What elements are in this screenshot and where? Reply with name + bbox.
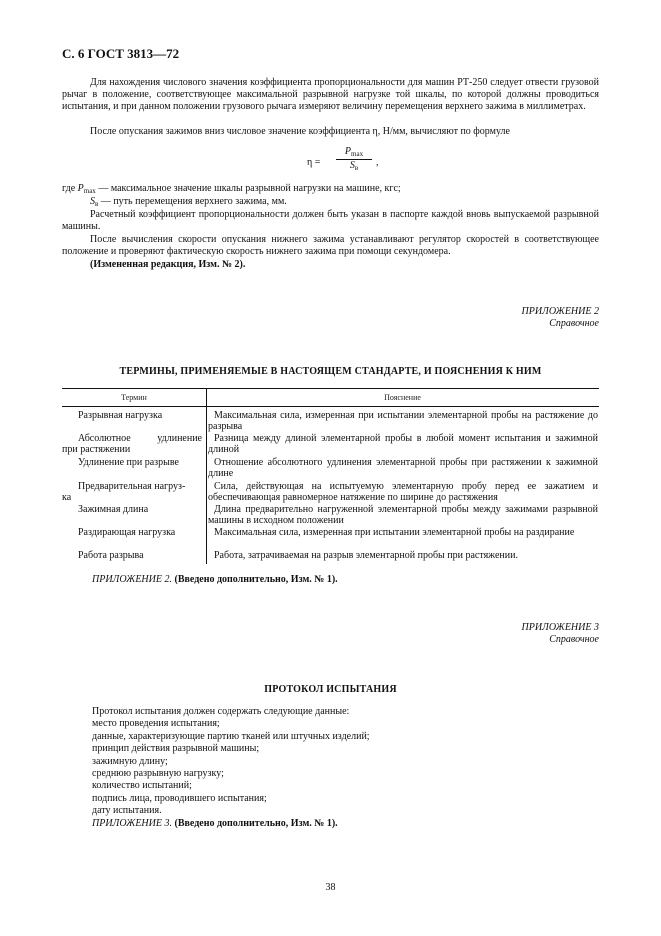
formula-fraction: [336, 146, 372, 173]
appendix-3-title: ПРИЛОЖЕНИЕ 3: [521, 622, 599, 633]
table-row-definition: Максимальная сила, измеренная при испытании элементарной пробы на раздирание: [214, 527, 575, 538]
table-header-term: Термин: [121, 393, 147, 402]
appendix-3-label: [522, 622, 600, 646]
protocol-list: [92, 706, 370, 830]
table-top-rule: [62, 388, 599, 389]
paragraph-passport: Расчетный коэффициент пропорциональности должен быть указан в паспорте каждой вновь выпускаемой разрывной машины.: [62, 209, 599, 232]
paragraph-coefficient-intro: Для нахождения числового значения коэффициента пропорциональности для машин РТ-250 следует отвести грузовой рычаг в положение, соответствующее максимальной разрывной нагрузке той шкалы, по которой должны проводиться испытания, и при данном положении грузового рычага измеряют величину перемещения верхнего зажима в миллиметрах.: [62, 77, 599, 112]
list-item: место проведения испытания;: [92, 718, 220, 730]
table-header-definition: Пояснение: [384, 393, 421, 402]
table-row-definition: Разница между длиной элементарной пробы в любой момент испытания и зажимной длиной: [208, 433, 598, 455]
table-row-definition: Сила, действующая на испытуемую элементарную пробу перед ее зажатием и обеспечивающая равномерное натяжение по ширине до растяжения: [208, 481, 598, 503]
table-row-term: Разрывная нагрузка: [78, 410, 163, 421]
table-row-term: Удлинение при разрыве: [78, 457, 179, 468]
protocol-heading: ПРОТОКОЛ ИСПЫТАНИЯ: [264, 684, 397, 695]
paragraph-speed-regulator: После вычисления скорости опускания нижнего зажима устанавливают регулятор скоростей в соответствующее положение и проверяют фактическую скорость нижнего зажима при помощи секундомера.: [62, 234, 599, 257]
list-item: зажимную длину;: [92, 755, 168, 767]
table-row-term: Предварительная нагруз- ка: [62, 481, 186, 503]
list-item: Протокол испытания должен содержать следующие данные:: [92, 706, 350, 717]
formula-lhs: η =: [307, 157, 321, 168]
list-item: среднюю разрывную нагрузку;: [92, 768, 224, 780]
terms-heading: ТЕРМИНЫ, ПРИМЕНЯЕМЫЕ В НАСТОЯЩЕМ СТАНДАРТЕ, И ПОЯСНЕНИЯ К НИМ: [119, 366, 542, 377]
table-row-definition: Отношение абсолютного удлинения элементарной пробы при растяжении к зажимной длине: [208, 457, 598, 479]
formula-numerator: $P_{max}$: [336, 146, 372, 160]
table-row-term: Работа разрыва: [78, 550, 144, 561]
appendix-2-title: ПРИЛОЖЕНИЕ 2: [521, 306, 599, 317]
page-header: С. 6 ГОСТ 3813—72: [62, 46, 180, 61]
table-row-definition: Длина предварительно нагруженной элементарной пробы между зажимами разрывной машины в исходном положении: [208, 504, 598, 526]
appendix-3-amendment: ПРИЛОЖЕНИЕ 3. (Введено дополнительно, Изм. № 1).: [92, 817, 338, 829]
table-row-definition: Работа, затрачиваемая на разрыв элементарной пробы при растяжении.: [214, 550, 518, 561]
table-row-definition: Максимальная сила, измеренная при испытании элементарной пробы на растяжение до разрыва: [208, 410, 598, 432]
list-item: данные, характеризующие партию тканей или штучных изделий;: [92, 730, 370, 742]
where-pmax: где $P_{max}$ — максимальное значение шкалы разрывной нагрузки на машине, кгс;: [62, 183, 401, 195]
where-sv: $S_в$ — путь перемещения верхнего зажима, мм.: [90, 196, 287, 208]
table-row-term: Зажимная длина: [78, 504, 149, 515]
appendix-2-amendment: ПРИЛОЖЕНИЕ 2. (Введено дополнительно, Изм. № 1).: [92, 574, 338, 585]
list-item: принцип действия разрывной машины;: [92, 743, 260, 755]
appendix-3-subtitle: Справочное: [549, 634, 599, 645]
formula-denominator: $S_в$: [349, 160, 359, 172]
list-item: дату испытания.: [92, 805, 162, 817]
table-header-rule: [62, 406, 599, 407]
formula-eta: [300, 146, 420, 180]
appendix-2-subtitle: Справочное: [549, 318, 599, 329]
table-column-divider: [206, 388, 207, 564]
table-row-term: Раздирающая нагрузка: [78, 527, 176, 538]
table-row-term: Абсолютное удлинение при растяжении: [62, 433, 202, 455]
formula-comma: ,: [376, 157, 379, 168]
page-number: 38: [325, 882, 336, 893]
amendment-note-2: (Измененная редакция, Изм. № 2).: [90, 259, 246, 270]
list-item: подпись лица, проводившего испытания;: [92, 792, 267, 804]
list-item: количество испытаний;: [92, 780, 192, 792]
paragraph-formula-intro: После опускания зажимов вниз числовое значение коэффициента η, Н/мм, вычисляют по формуле: [90, 126, 510, 137]
appendix-2-label: [522, 306, 600, 330]
